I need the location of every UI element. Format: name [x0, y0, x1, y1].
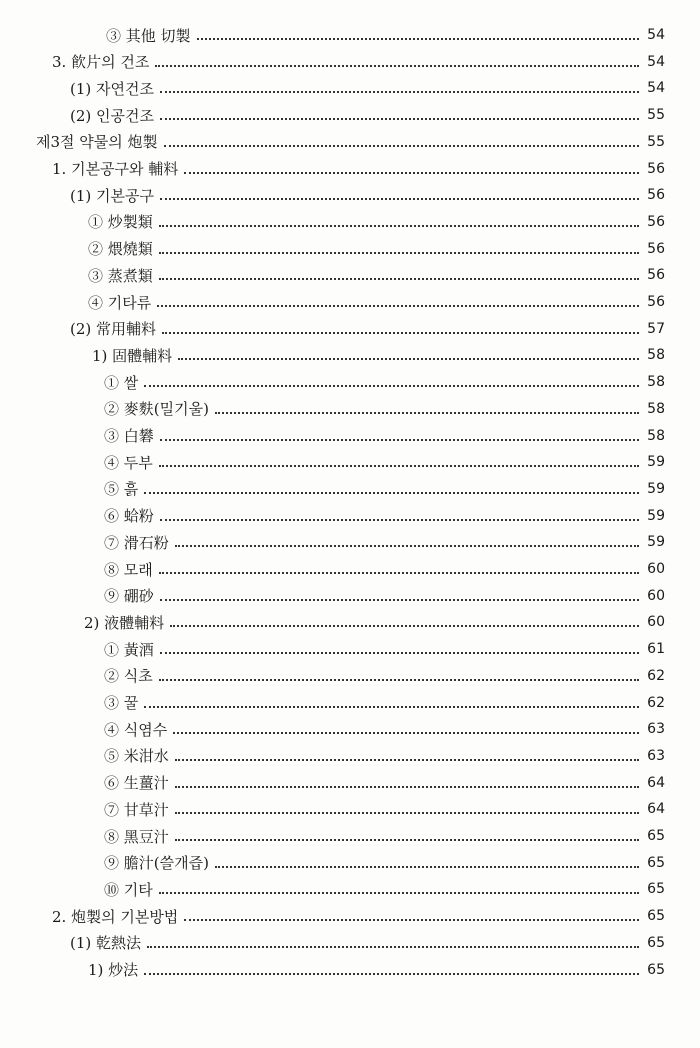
toc-entry-page-number: 56	[647, 187, 665, 204]
toc-entry	[88, 957, 665, 983]
toc-entry-label: ① 黃酒	[104, 640, 154, 659]
toc-entry-page-number: 60	[647, 587, 665, 604]
toc-entry-label: ① 쌀	[104, 373, 139, 392]
toc-entry-label: ⑥ 蛤粉	[104, 507, 154, 526]
dot-leader	[160, 198, 639, 200]
toc-entry	[88, 236, 665, 262]
toc-entry	[104, 743, 665, 769]
dot-leader	[159, 278, 639, 280]
toc-entry	[104, 449, 665, 475]
toc-entry-page-number: 64	[647, 801, 665, 818]
toc-entry-page-number: 59	[647, 454, 665, 471]
dot-leader	[159, 892, 639, 894]
toc-entry-page-number: 56	[647, 160, 665, 177]
dot-leader	[215, 866, 639, 868]
dot-leader	[197, 38, 639, 40]
toc-entry-page-number: 61	[647, 641, 665, 658]
toc-entry-label: 1. 기본공구와 輔料	[52, 160, 179, 178]
toc-entry-label: ⑨ 膽汁(쓸개즙)	[104, 854, 209, 873]
toc-entry-label: ② 식초	[104, 667, 153, 686]
toc-entry	[104, 663, 665, 689]
toc-entry-label: ⑤ 米泔水	[104, 747, 169, 766]
toc-entry-label: ⑦ 甘草汁	[104, 800, 169, 819]
toc-entry	[84, 609, 665, 635]
toc-entry-page-number: 65	[647, 828, 665, 844]
dot-leader	[175, 545, 639, 547]
toc-entry	[104, 796, 665, 822]
toc-entry-page-number: 54	[647, 53, 665, 70]
toc-entry-page-number: 59	[647, 507, 665, 524]
toc-entry-page-number: 57	[647, 320, 665, 337]
toc-entry-page-number: 60	[647, 614, 665, 631]
toc-entry-label: ① 炒製類	[88, 213, 153, 232]
dot-leader	[178, 358, 639, 360]
dot-leader	[144, 492, 639, 494]
toc-entry-label: 1) 固體輔料	[92, 346, 173, 365]
dot-leader	[144, 706, 639, 708]
toc-entry-label: (2) 인공건조	[70, 106, 154, 125]
dot-leader	[160, 519, 639, 521]
toc-entry-page-number: 58	[647, 374, 665, 391]
toc-entry-page-number: 58	[647, 347, 665, 364]
dot-leader	[184, 919, 639, 921]
toc-entry-label: 2. 炮製의 기본방법	[52, 907, 179, 926]
toc-entry-label: ④ 기타류	[88, 293, 152, 312]
toc-entry-page-number: 63	[647, 721, 665, 738]
dot-leader	[175, 839, 639, 841]
toc-entry-page-number: 65	[647, 908, 665, 925]
toc-entry-page-number: 56	[647, 213, 665, 230]
dot-leader	[175, 812, 639, 814]
dot-leader	[159, 572, 639, 574]
toc-entry-page-number: 56	[647, 267, 665, 284]
dot-leader	[144, 973, 639, 975]
dot-leader	[159, 679, 639, 681]
toc-entry-page-number: 62	[647, 694, 665, 711]
toc-entry	[70, 316, 665, 342]
toc-entry	[88, 289, 665, 315]
toc-entry	[104, 529, 665, 555]
toc-entry-page-number: 62	[647, 667, 665, 684]
dot-leader	[160, 652, 639, 654]
toc-entry-label: ⑧ 黑豆汁	[104, 827, 169, 846]
dot-leader	[159, 465, 639, 467]
toc-entry-label: ③ 白礬	[104, 427, 154, 445]
dot-leader	[160, 91, 639, 93]
dot-leader	[147, 946, 639, 948]
toc-entry-label: ② 煨燒類	[88, 240, 153, 259]
toc-entry-page-number: 58	[647, 400, 665, 417]
toc-entry-page-number: 58	[647, 427, 665, 444]
dot-leader	[144, 385, 639, 387]
toc-entry	[88, 262, 665, 288]
toc-entry	[70, 930, 665, 956]
toc-entry-page-number: 59	[647, 480, 665, 497]
toc-entry-label: ④ 식염수	[104, 720, 168, 739]
toc-entry	[104, 396, 665, 422]
toc-entry-label: ③ 꿀	[104, 694, 139, 712]
toc-entry-label: ⑤ 흙	[104, 480, 139, 499]
dot-leader	[162, 332, 639, 334]
dot-leader	[159, 225, 639, 227]
toc-entry	[104, 503, 665, 529]
toc-entry-page-number: 56	[647, 240, 665, 257]
toc-entry	[88, 209, 665, 235]
dot-leader	[164, 145, 639, 147]
toc-entry-label: 제3절 약물의 炮製	[36, 133, 158, 152]
toc-entry-page-number: 65	[647, 934, 665, 951]
toc-entry	[52, 903, 665, 929]
toc-entry-page-number: 54	[647, 80, 665, 97]
toc-entry-label: ③ 蒸煮類	[88, 266, 153, 285]
toc-entry-page-number: 63	[647, 747, 665, 764]
toc-entry-label: (2) 常用輔料	[70, 320, 157, 339]
toc-entry	[104, 556, 665, 582]
toc-entry-label: ⑨ 硼砂	[104, 587, 154, 606]
toc-entry-label: ③ 其他 切製	[106, 26, 191, 45]
dot-leader	[157, 305, 639, 307]
dot-leader	[160, 599, 639, 601]
toc-entry	[36, 129, 665, 155]
dot-leader	[173, 732, 639, 734]
toc-entry	[104, 876, 665, 902]
dot-leader	[159, 252, 639, 254]
toc-entry	[104, 423, 665, 449]
toc-entry-label: ④ 두부	[104, 453, 153, 472]
toc-entry-page-number: 55	[647, 133, 665, 150]
toc-entry-page-number: 56	[647, 294, 665, 310]
toc-entry-page-number: 65	[647, 961, 665, 978]
toc-entry	[104, 476, 665, 502]
toc-entry-label: 2) 液體輔料	[84, 613, 165, 632]
toc-entry	[104, 636, 665, 662]
toc-entry	[52, 156, 665, 182]
toc-entry	[104, 823, 665, 849]
toc-entry	[104, 850, 665, 876]
toc-entry-label: ⑩ 기타	[104, 880, 153, 899]
toc-entry	[104, 716, 665, 742]
dot-leader	[175, 759, 639, 761]
toc-entry-page-number: 65	[647, 854, 665, 871]
toc-entry	[70, 102, 665, 128]
toc-entry	[70, 75, 665, 101]
toc-entry-label: ⑥ 生薑汁	[104, 774, 169, 793]
toc-entry	[104, 369, 665, 395]
toc-entry	[104, 583, 665, 609]
toc-entry-label: 1) 炒法	[88, 961, 139, 979]
toc-entry-label: (1) 乾熱法	[70, 934, 142, 953]
dot-leader	[155, 65, 639, 67]
toc-entry	[70, 182, 665, 208]
toc-entry-label: (1) 기본공구	[70, 186, 154, 205]
dot-leader	[184, 172, 639, 174]
toc-entry-page-number: 60	[647, 561, 665, 577]
toc-entry	[92, 342, 665, 368]
toc-entry-label: (1) 자연건조	[70, 79, 154, 98]
toc-entry	[104, 770, 665, 796]
toc-entry	[104, 690, 665, 716]
dot-leader	[160, 439, 639, 441]
toc-entry	[52, 49, 665, 75]
toc-entry-page-number: 65	[647, 881, 665, 898]
toc-entry-label: ⑧ 모래	[104, 560, 153, 579]
dot-leader	[170, 625, 639, 627]
toc-entry-page-number: 59	[647, 534, 665, 551]
toc-entry	[106, 22, 665, 48]
toc-entry-page-number: 55	[647, 107, 665, 124]
dot-leader	[175, 786, 639, 788]
toc-entry-label: ⑦ 滑石粉	[104, 533, 169, 552]
toc-entry-label: ② 麥麩(밀기울)	[104, 400, 209, 419]
dot-leader	[160, 118, 639, 120]
dot-leader	[215, 412, 639, 414]
toc-entry-label: 3. 飮片의 건조	[52, 53, 150, 72]
toc-entry-page-number: 54	[647, 27, 665, 43]
toc-entry-page-number: 64	[647, 774, 665, 791]
